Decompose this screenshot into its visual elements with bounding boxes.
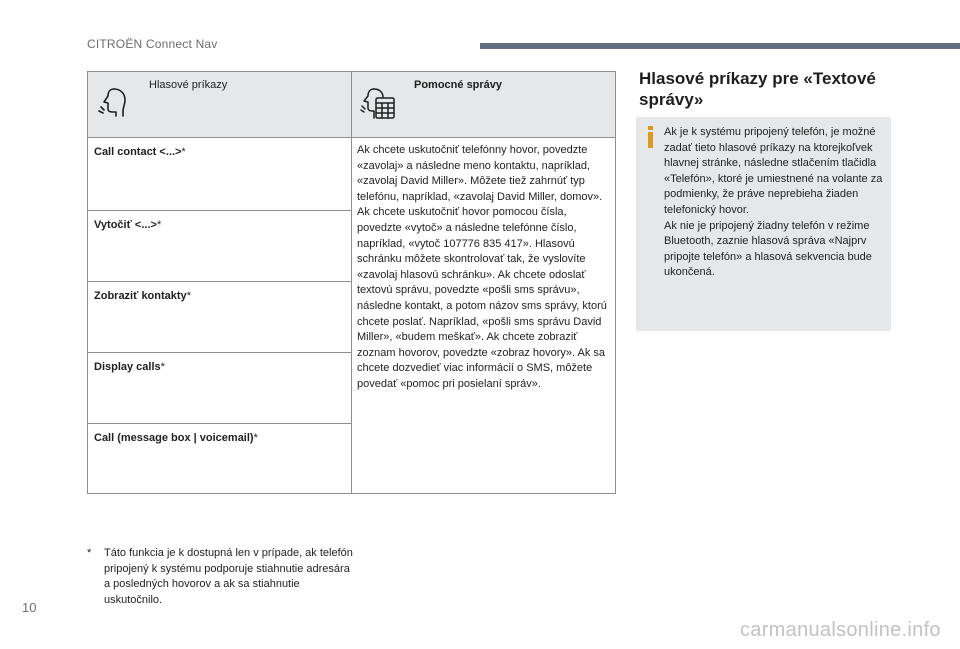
page-number: 10 bbox=[22, 600, 37, 615]
table-header-commands bbox=[88, 72, 352, 138]
command-text: Call contact <...>* bbox=[94, 146, 186, 158]
commands-column bbox=[88, 138, 352, 493]
watermark: carmanualsonline.info bbox=[740, 619, 941, 641]
command-text: Call (message box | voicemail)* bbox=[94, 432, 258, 444]
info-box bbox=[636, 117, 891, 331]
voice-help-keypad-icon bbox=[360, 85, 396, 126]
command-text: Zobraziť kontakty* bbox=[94, 290, 191, 302]
command-row bbox=[88, 353, 351, 424]
footnote-text: Táto funkcia je k dostupná len v prípade, ak telefón pripojený k systému podporuje stiahnutie adresára a posledných hovorov a ak sa stiahnutie uskutočnilo. bbox=[104, 547, 353, 606]
table-header-help bbox=[352, 72, 615, 138]
voice-command-icon bbox=[98, 85, 132, 124]
command-row bbox=[88, 282, 351, 353]
voice-commands-table bbox=[87, 71, 616, 494]
header-bar bbox=[480, 43, 960, 49]
command-row bbox=[88, 138, 351, 211]
command-row bbox=[88, 211, 351, 282]
command-row bbox=[88, 424, 351, 493]
command-text: Vytočiť <...>* bbox=[94, 219, 162, 231]
command-text: Display calls* bbox=[94, 361, 165, 373]
section-title: Hlasové príkazy pre «Textové správy» bbox=[639, 69, 876, 109]
info-text: Ak je k systému pripojený telefón, je možné zadať tieto hlasové príkazy na ktorejkoľvek hlavnej stránke, následne stlačením tlačidla «Telefón», ktoré je umiestnené na volante za podmienky, že práve neprebieha žiaden telefonický hovor. Ak nie je pripojený žiadny telefón v režime Bluetooth, zaznie hlasová správa «Najprv pripojte telefón» a hlasová sekvencia bude ukončená. bbox=[664, 126, 883, 279]
help-description-cell bbox=[352, 138, 615, 493]
footnote-marker: * bbox=[87, 547, 92, 559]
table-header-help-title: Pomocné správy bbox=[414, 79, 503, 91]
info-icon bbox=[647, 126, 655, 153]
header-label: CITROËN Connect Nav bbox=[87, 37, 218, 51]
help-description-text: Ak chcete uskutočniť telefónny hovor, povedzte «zavolaj» a následne meno kontaktu, napríklad, «zavolaj David Miller». Môžete tiež zahrnúť typ telefónu, napríklad, «zavolaj David Miller, domov». Ak chcete uskutočniť hovor pomocou čísla, povedzte «vytoč» a následne telefónne číslo, napríklad, «vytoč 107776 835 417». Hlasovú schránku môžete skontrolovať tak, že vyslovíte «zavolaj hlasovú schránku». Ak chcete odoslať textovú správu, povedzte «pošli sms správu», následne kontakt, a potom názov sms správy, ktorú chcete poslať. Napríklad, «pošli sms správu David Miller», «budem meškať». Ak chcete zobraziť zoznam hovorov, povedzte «zobraz hovory». Ak sa chcete dozvedieť viac informácií o SMS, môžete povedať «pomoc pri posielaní správ». bbox=[357, 144, 607, 390]
footnote bbox=[87, 546, 357, 608]
table-header-commands-title: Hlasové príkazy bbox=[149, 79, 228, 91]
